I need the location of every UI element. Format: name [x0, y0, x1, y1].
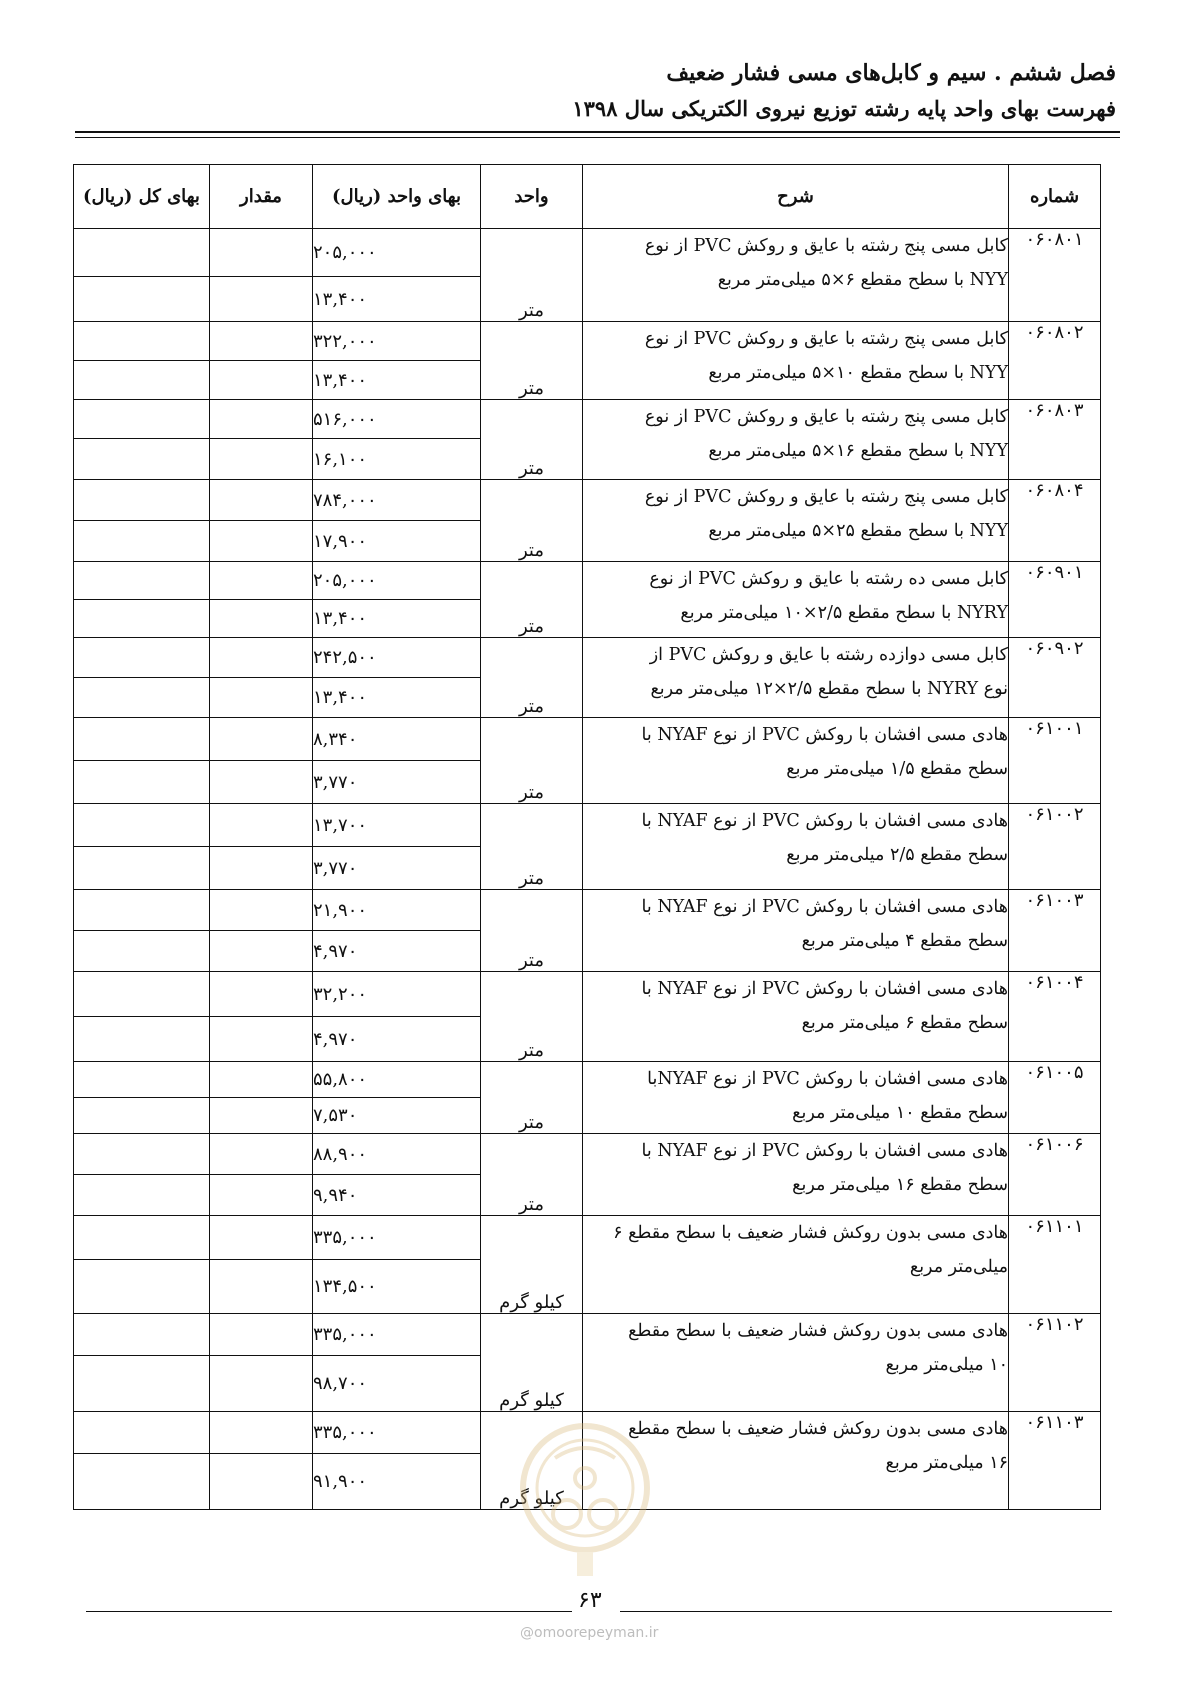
- item-description: [583, 1134, 1009, 1216]
- item-unit: متر: [481, 1134, 583, 1216]
- unit-price-supply: ۵۵,۸۰۰: [313, 1062, 481, 1098]
- item-description: [583, 322, 1009, 400]
- item-unit: متر: [481, 972, 583, 1062]
- item-description: [583, 1216, 1009, 1314]
- table-row: [74, 1062, 1101, 1098]
- unit-price-install: ۱۷,۹۰۰: [313, 521, 481, 562]
- total-price-cell[interactable]: [74, 718, 210, 761]
- quantity-cell[interactable]: [210, 1412, 313, 1454]
- item-description-line-1: هادی مسی بدون روکش فشار ضعیف با سطح مقطع: [628, 1321, 1008, 1341]
- table-row: [74, 322, 1101, 361]
- total-price-cell[interactable]: [74, 1412, 210, 1454]
- unit-price-supply: ۲۰۵,۰۰۰: [313, 562, 481, 600]
- total-price-cell[interactable]: [74, 678, 210, 718]
- quantity-cell[interactable]: [210, 931, 313, 972]
- total-price-cell[interactable]: [74, 804, 210, 847]
- table-row: [74, 229, 1101, 277]
- total-price-cell[interactable]: [74, 1260, 210, 1314]
- quantity-cell[interactable]: [210, 1098, 313, 1134]
- item-description: [583, 804, 1009, 890]
- item-description-line-1: هادی مسی افشان با روکش PVC از نوع NYAF با: [641, 897, 1008, 917]
- table-row: [74, 1314, 1101, 1356]
- item-description: [583, 1314, 1009, 1412]
- table-row: [74, 400, 1101, 439]
- item-description-line-2: NYY با سطح مقطع ۲۵×۵ میلی‌متر مربع: [708, 521, 1008, 541]
- item-description-line-1: کابل مسی پنج رشته با عایق و روکش PVC از نوع: [644, 487, 1008, 507]
- item-description: [583, 229, 1009, 322]
- unit-price-supply: ۳۲۲,۰۰۰: [313, 322, 481, 361]
- item-code: ۰۶۱۰۰۴: [1009, 972, 1101, 1062]
- item-code: ۰۶۰۹۰۱: [1009, 562, 1101, 638]
- item-code: ۰۶۰۸۰۴: [1009, 480, 1101, 562]
- total-price-cell[interactable]: [74, 277, 210, 322]
- table-row: [74, 972, 1101, 1017]
- quantity-cell[interactable]: [210, 229, 313, 277]
- table-row: [74, 638, 1101, 678]
- unit-price-supply: ۲۴۲,۵۰۰: [313, 638, 481, 678]
- item-code: ۰۶۱۰۰۵: [1009, 1062, 1101, 1134]
- unit-price-install: ۴,۹۷۰: [313, 1017, 481, 1062]
- col-header-quantity: مقدار: [210, 165, 313, 229]
- item-description-line-1: کابل مسی ده رشته با عایق و روکش PVC از نوع: [649, 569, 1008, 589]
- total-price-cell[interactable]: [74, 931, 210, 972]
- footer-rule-left: [86, 1611, 572, 1612]
- price-table: [73, 164, 1101, 1510]
- item-code: ۰۶۱۱۰۳: [1009, 1412, 1101, 1510]
- unit-price-supply: ۳۳۵,۰۰۰: [313, 1412, 481, 1454]
- item-description: [583, 718, 1009, 804]
- total-price-cell[interactable]: [74, 1356, 210, 1412]
- item-description-line-2: نوع NYRY با سطح مقطع ۲/۵×۱۲ میلی‌متر مربع: [650, 679, 1008, 699]
- table-row: [74, 480, 1101, 521]
- footer-rule-right: [620, 1611, 1112, 1612]
- unit-price-install: ۹,۹۴۰: [313, 1175, 481, 1216]
- unit-price-supply: ۲۱,۹۰۰: [313, 890, 481, 931]
- table-row: [74, 1412, 1101, 1454]
- total-price-cell[interactable]: [74, 847, 210, 890]
- item-description: [583, 638, 1009, 718]
- table-body: [74, 229, 1101, 1510]
- watermark-url: @omoorepeyman.ir: [520, 1625, 659, 1641]
- item-description-line-2: سطح مقطع ۴ میلی‌متر مربع: [801, 931, 1008, 951]
- col-header-unit: واحد: [481, 165, 583, 229]
- total-price-cell[interactable]: [74, 361, 210, 400]
- unit-price-install: ۷,۵۳۰: [313, 1098, 481, 1134]
- unit-price-supply: ۳۳۵,۰۰۰: [313, 1314, 481, 1356]
- item-code: ۰۶۰۸۰۲: [1009, 322, 1101, 400]
- item-unit: متر: [481, 562, 583, 638]
- total-price-cell[interactable]: [74, 229, 210, 277]
- total-price-cell[interactable]: [74, 322, 210, 361]
- unit-price-supply: ۱۳,۷۰۰: [313, 804, 481, 847]
- item-description-line-2: NYY با سطح مقطع ۱۰×۵ میلی‌متر مربع: [708, 363, 1008, 383]
- item-unit: کیلو گرم: [481, 1314, 583, 1412]
- item-description: [583, 972, 1009, 1062]
- item-description-line-2: NYY با سطح مقطع ۱۶×۵ میلی‌متر مربع: [708, 441, 1008, 461]
- quantity-cell[interactable]: [210, 1062, 313, 1098]
- unit-price-supply: ۳۲,۲۰۰: [313, 972, 481, 1017]
- col-header-code: شماره: [1009, 165, 1101, 229]
- quantity-cell[interactable]: [210, 638, 313, 678]
- item-unit: متر: [481, 804, 583, 890]
- unit-price-supply: ۸۸,۹۰۰: [313, 1134, 481, 1175]
- unit-price-install: ۹۱,۹۰۰: [313, 1454, 481, 1510]
- table-row: [74, 1134, 1101, 1175]
- item-description-line-2: سطح مقطع ۲/۵ میلی‌متر مربع: [786, 845, 1008, 865]
- quantity-cell[interactable]: [210, 1260, 313, 1314]
- item-unit: متر: [481, 638, 583, 718]
- item-description-line-2: سطح مقطع ۱۶ میلی‌متر مربع: [792, 1175, 1008, 1195]
- unit-price-supply: ۵۱۶,۰۰۰: [313, 400, 481, 439]
- item-description-line-2: سطح مقطع ۶ میلی‌متر مربع: [801, 1013, 1008, 1033]
- item-code: ۰۶۱۰۰۳: [1009, 890, 1101, 972]
- item-description: [583, 890, 1009, 972]
- item-description-line-2: NYY با سطح مقطع ۶×۵ میلی‌متر مربع: [717, 270, 1008, 290]
- quantity-cell[interactable]: [210, 480, 313, 521]
- item-unit: متر: [481, 322, 583, 400]
- item-description-line-2: ۱۰ میلی‌متر مربع: [885, 1355, 1008, 1375]
- total-price-cell[interactable]: [74, 439, 210, 480]
- total-price-cell[interactable]: [74, 972, 210, 1017]
- table-row: [74, 804, 1101, 847]
- item-description-line-1: هادی مسی افشان با روکش PVC از نوع NYAFبا: [647, 1069, 1008, 1089]
- total-price-cell[interactable]: [74, 521, 210, 562]
- total-price-cell[interactable]: [74, 600, 210, 638]
- item-unit: متر: [481, 480, 583, 562]
- quantity-cell[interactable]: [210, 1314, 313, 1356]
- item-code: ۰۶۰۹۰۲: [1009, 638, 1101, 718]
- item-description-line-1: کابل مسی دوازده رشته با عایق و روکش PVC از: [649, 645, 1008, 665]
- table-row: [74, 718, 1101, 761]
- unit-price-install: ۴,۹۷۰: [313, 931, 481, 972]
- item-unit: کیلو گرم: [481, 1216, 583, 1314]
- item-description-line-2: NYRY با سطح مقطع ۲/۵×۱۰ میلی‌متر مربع: [680, 603, 1008, 623]
- quantity-cell[interactable]: [210, 400, 313, 439]
- quantity-cell[interactable]: [210, 972, 313, 1017]
- chapter-title: فصل ششم . سیم و کابل‌های مسی فشار ضعیف: [666, 60, 1116, 86]
- total-price-cell[interactable]: [74, 1454, 210, 1510]
- quantity-cell[interactable]: [210, 361, 313, 400]
- quantity-cell[interactable]: [210, 322, 313, 361]
- item-unit: متر: [481, 718, 583, 804]
- total-price-cell[interactable]: [74, 638, 210, 678]
- col-header-total-price: بهای کل (ریال): [74, 165, 210, 229]
- item-description-line-1: هادی مسی بدون روکش فشار ضعیف با سطح مقطع: [628, 1419, 1008, 1439]
- document-subtitle: فهرست بهای واحد پایه رشته توزیع نیروی الکتریکی سال ۱۳۹۸: [572, 96, 1116, 121]
- quantity-cell[interactable]: [210, 1356, 313, 1412]
- quantity-cell[interactable]: [210, 521, 313, 562]
- item-description: [583, 562, 1009, 638]
- item-code: ۰۶۰۸۰۱: [1009, 229, 1101, 322]
- item-description-line-2: سطح مقطع ۱/۵ میلی‌متر مربع: [786, 759, 1008, 779]
- item-description-line-1: هادی مسی افشان با روکش PVC از نوع NYAF با: [641, 1141, 1008, 1161]
- quantity-cell[interactable]: [210, 439, 313, 480]
- item-description-line-1: هادی مسی افشان با روکش PVC از نوع NYAF با: [641, 811, 1008, 831]
- header-rule-thick: [75, 131, 1120, 133]
- item-description: [583, 1062, 1009, 1134]
- total-price-cell[interactable]: [74, 480, 210, 521]
- item-code: ۰۶۱۱۰۲: [1009, 1314, 1101, 1412]
- table-row: [74, 890, 1101, 931]
- item-code: ۰۶۱۰۰۱: [1009, 718, 1101, 804]
- col-header-unit-price: بهای واحد (ریال): [313, 165, 481, 229]
- quantity-cell[interactable]: [210, 890, 313, 931]
- total-price-cell[interactable]: [74, 400, 210, 439]
- header-rule-thin: [75, 137, 1120, 138]
- item-code: ۰۶۱۰۰۲: [1009, 804, 1101, 890]
- table-header-row: [74, 165, 1101, 229]
- unit-price-supply: ۷۸۴,۰۰۰: [313, 480, 481, 521]
- table-row: [74, 562, 1101, 600]
- quantity-cell[interactable]: [210, 761, 313, 804]
- item-description-line-1: کابل مسی پنج رشته با عایق و روکش PVC از نوع: [644, 329, 1008, 349]
- quantity-cell[interactable]: [210, 804, 313, 847]
- item-description: [583, 400, 1009, 480]
- total-price-cell[interactable]: [74, 1134, 210, 1175]
- item-unit: کیلو گرم: [481, 1412, 583, 1510]
- total-price-cell[interactable]: [74, 1314, 210, 1356]
- item-description-line-2: میلی‌متر مربع: [909, 1257, 1008, 1277]
- col-header-description: شرح: [583, 165, 1009, 229]
- quantity-cell[interactable]: [210, 1216, 313, 1260]
- total-price-cell[interactable]: [74, 1216, 210, 1260]
- quantity-cell[interactable]: [210, 1454, 313, 1510]
- unit-price-install: ۱۳,۴۰۰: [313, 678, 481, 718]
- item-description: [583, 1412, 1009, 1510]
- total-price-cell[interactable]: [74, 890, 210, 931]
- quantity-cell[interactable]: [210, 1175, 313, 1216]
- quantity-cell[interactable]: [210, 678, 313, 718]
- unit-price-supply: ۳۳۵,۰۰۰: [313, 1216, 481, 1260]
- item-description-line-1: هادی مسی بدون روکش فشار ضعیف با سطح مقطع ۶: [613, 1223, 1008, 1243]
- item-code: ۰۶۰۸۰۳: [1009, 400, 1101, 480]
- unit-price-install: ۱۳۴,۵۰۰: [313, 1260, 481, 1314]
- unit-price-install: ۳,۷۷۰: [313, 761, 481, 804]
- unit-price-install: ۱۳,۴۰۰: [313, 277, 481, 322]
- unit-price-install: ۹۸,۷۰۰: [313, 1356, 481, 1412]
- total-price-cell[interactable]: [74, 1098, 210, 1134]
- item-description-line-2: ۱۶ میلی‌متر مربع: [885, 1453, 1008, 1473]
- item-description-line-1: کابل مسی پنج رشته با عایق و روکش PVC از نوع: [644, 407, 1008, 427]
- item-description-line-1: هادی مسی افشان با روکش PVC از نوع NYAF با: [641, 725, 1008, 745]
- item-unit: متر: [481, 890, 583, 972]
- unit-price-supply: ۲۰۵,۰۰۰: [313, 229, 481, 277]
- table-row: [74, 1216, 1101, 1260]
- item-description-line-1: هادی مسی افشان با روکش PVC از نوع NYAF با: [641, 979, 1008, 999]
- item-unit: متر: [481, 229, 583, 322]
- item-code: ۰۶۱۰۰۶: [1009, 1134, 1101, 1216]
- item-description-line-1: کابل مسی پنج رشته با عایق و روکش PVC از نوع: [644, 236, 1008, 256]
- quantity-cell[interactable]: [210, 600, 313, 638]
- unit-price-install: ۱۶,۱۰۰: [313, 439, 481, 480]
- unit-price-install: ۳,۷۷۰: [313, 847, 481, 890]
- total-price-cell[interactable]: [74, 761, 210, 804]
- unit-price-install: ۱۳,۴۰۰: [313, 361, 481, 400]
- total-price-cell[interactable]: [74, 1062, 210, 1098]
- quantity-cell[interactable]: [210, 718, 313, 761]
- total-price-cell[interactable]: [74, 562, 210, 600]
- total-price-cell[interactable]: [74, 1175, 210, 1216]
- item-description-line-2: سطح مقطع ۱۰ میلی‌متر مربع: [792, 1103, 1008, 1123]
- quantity-cell[interactable]: [210, 562, 313, 600]
- quantity-cell[interactable]: [210, 847, 313, 890]
- item-code: ۰۶۱۱۰۱: [1009, 1216, 1101, 1314]
- item-unit: متر: [481, 400, 583, 480]
- quantity-cell[interactable]: [210, 277, 313, 322]
- item-description: [583, 480, 1009, 562]
- total-price-cell[interactable]: [74, 1017, 210, 1062]
- page-number: ۶۳: [578, 1588, 602, 1613]
- unit-price-supply: ۸,۳۴۰: [313, 718, 481, 761]
- quantity-cell[interactable]: [210, 1017, 313, 1062]
- quantity-cell[interactable]: [210, 1134, 313, 1175]
- unit-price-install: ۱۳,۴۰۰: [313, 600, 481, 638]
- item-unit: متر: [481, 1062, 583, 1134]
